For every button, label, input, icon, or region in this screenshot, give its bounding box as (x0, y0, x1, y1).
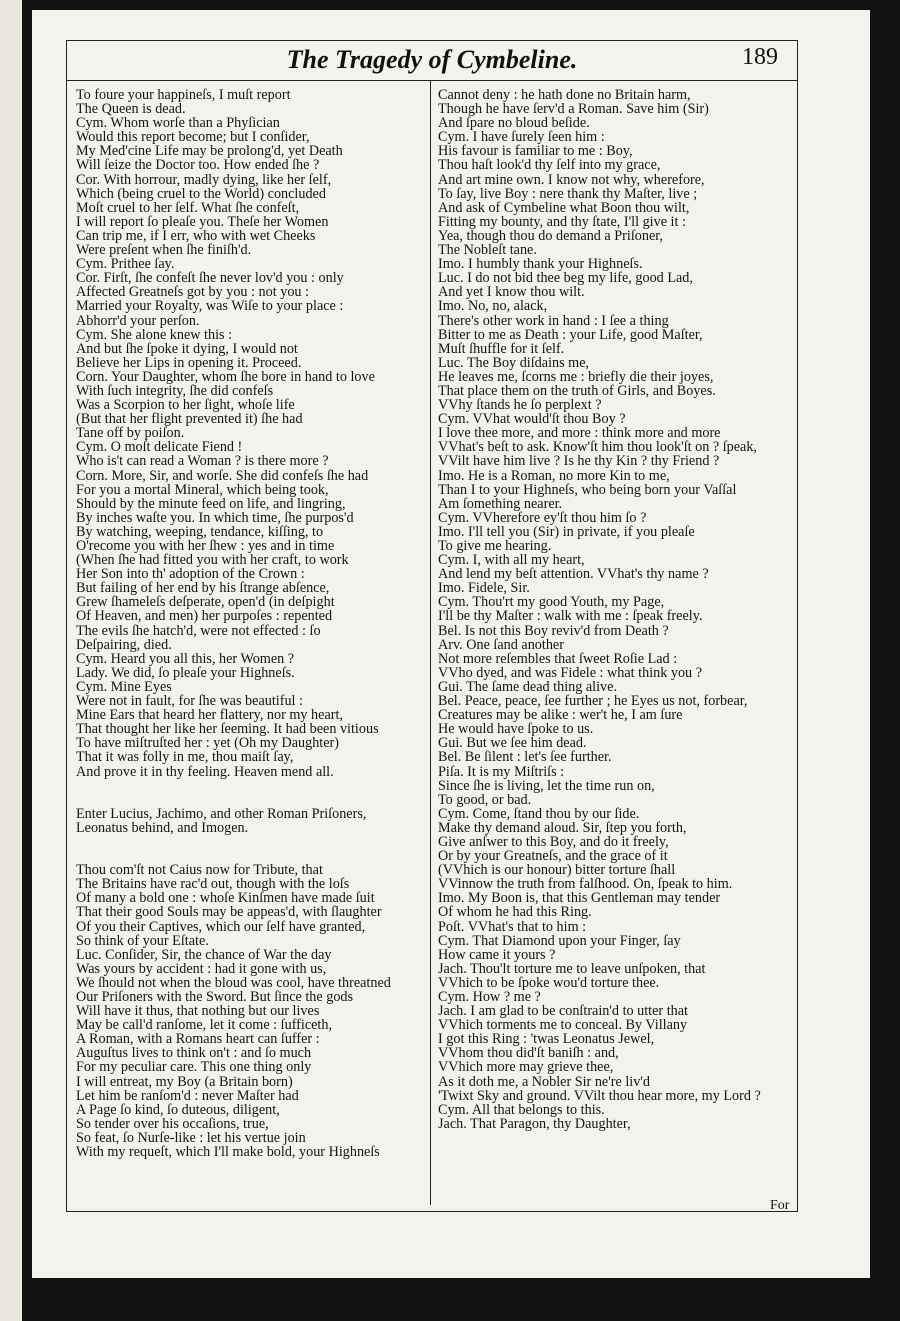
text-line: Luc. Conſider, Sir, the chance of War the day (76, 946, 332, 963)
text-line: Poſt. VVhat's that to him : (438, 918, 587, 935)
text-line: Yea, though thou do demand a Priſoner, (438, 227, 663, 244)
text-line: VVhy ſtands he ſo perplext ? (438, 397, 602, 414)
text-line: For you a mortal Mineral, which being took, (76, 481, 329, 498)
text-line: VVhich torments me to conceal. By Villany (438, 1017, 688, 1034)
text-line: Cym. I, with all my heart, (438, 552, 585, 569)
text-line: Imo. My Boon is, that this Gentleman may tender (438, 890, 721, 907)
text-line: VVhich more may grieve thee, (438, 1059, 614, 1076)
right-text-column (438, 88, 790, 1131)
text-line: So tender over his occaſions, true, (76, 1115, 269, 1132)
text-line: Cym. Whom worſe than a Phyſician (76, 115, 280, 132)
text-line: To foure your happineſs, I muſt report (76, 87, 291, 103)
text-line: Affected Greatneſs got by you : not you : (76, 284, 309, 301)
text-line: Married your Royalty, was Wiſe to your place : (76, 298, 344, 315)
header-rule (66, 80, 798, 81)
text-line: Give anſwer to this Boy, and do it freely, (438, 833, 669, 850)
text-line: Cym. All that belongs to this. (438, 1101, 605, 1118)
text-line: Grew ſhameleſs deſperate, open'd (in deſpight (76, 594, 335, 611)
text-line: That thought her like her ſeeming. It had been vitious (76, 721, 379, 738)
text-line: Cym. Come, ſtand thou by our ſide. (438, 805, 640, 822)
text-line: I got this Ring : 'twas Leonatus Jewel, (438, 1031, 655, 1048)
text-line: Were preſent when ſhe finiſh'd. (76, 242, 252, 259)
text-line: His favour is familiar to me : Boy, (438, 143, 633, 160)
text-line: Her Son into th' adoption of the Crown : (76, 566, 305, 583)
catchword: For (770, 1198, 790, 1213)
text-line: Bel. Peace, peace, ſee further ; he Eyes us not, forbear, (438, 693, 748, 710)
text-line: Creatures may be alike : wer't he, I am ſure (438, 707, 683, 724)
text-line: And prove it in thy feeling. Heaven mend all. (76, 763, 334, 780)
text-line: Cor. With horrour, madly dying, like her ſelf, (76, 171, 332, 188)
text-line: To ſay, live Boy : nere thank thy Maſter, live ; (438, 185, 698, 202)
text-line: How came it yours ? (438, 946, 556, 963)
text-line: A Roman, with a Romans heart can ſuffer : (76, 1031, 320, 1048)
text-line: The Queen is dead. (76, 101, 186, 118)
text-line: Cannot deny : he hath done no Britain harm, (438, 87, 691, 103)
text-line: Corn. More, Sir, and worſe. She did confeſs ſhe had (76, 467, 369, 484)
text-line: Can trip me, if I err, who with wet Cheeks (76, 227, 316, 244)
text-line: Tane off by poiſon. (76, 425, 185, 442)
text-line: Would this report become; but I conſider, (76, 129, 310, 146)
text-line: And lend my beſt attention. VVhat's thy name ? (438, 566, 709, 583)
text-line: Jach. Thou'lt torture me to leave unſpoken, that (438, 960, 706, 977)
text-line: And art mine own. I know not why, wherefore, (438, 171, 705, 188)
text-line: Deſpairing, died. (76, 636, 172, 653)
text-line: I'll be thy Maſter : walk with me : ſpeak freely. (438, 608, 703, 625)
text-line: Believe her Lips in opening it. Proceed. (76, 354, 302, 371)
text-line: (But that her flight prevented it) ſhe had (76, 411, 303, 428)
text-line: There's other work in hand : I ſee a thing (438, 312, 669, 329)
text-line: Imo. I'll tell you (Sir) in private, if you pleaſe (438, 523, 695, 540)
text-line: Of Heaven, and men) her purpoſes : repented (76, 608, 333, 625)
text-line: Let him be ranſom'd : never Maſter had (76, 1087, 299, 1104)
text-line: VVho dyed, and was Fidele : what think you ? (438, 664, 702, 681)
text-line: I love thee more, and more : think more and more (438, 425, 721, 442)
text-line: (VVhich is our honour) bitter torture ſhall (438, 862, 676, 879)
text-line: He leaves me, ſcorns me : briefly die their joyes, (438, 368, 714, 385)
text-line: Should by the minute feed on life, and lingring, (76, 495, 346, 512)
text-line: For my peculiar care. This one thing only (76, 1059, 312, 1076)
text-line: Were not in fault, for ſhe was beautiful : (76, 693, 303, 710)
text-line: Bitter to me as Death : your Life, good Maſter, (438, 326, 703, 343)
text-line: With ſuch integrity, ſhe did confeſs (76, 382, 274, 399)
text-line: Though he have ſerv'd a Roman. Save him (Sir) (438, 101, 709, 118)
text-line: Was a Scorpion to her ſight, whoſe life (76, 397, 295, 414)
text-line: Jach. That Paragon, thy Daughter, (438, 1115, 631, 1132)
column-divider (430, 81, 431, 1205)
page-number: 189 (742, 44, 778, 70)
text-line: Am ſomething nearer. (438, 495, 563, 512)
text-line: The Britains have rac'd out, though with the loſs (76, 876, 350, 893)
text-line: Of you their Captives, which our ſelf have granted, (76, 918, 366, 935)
text-line: Abhorr'd your perſon. (76, 312, 200, 329)
text-line: Luc. I do not bid thee beg my life, good Lad, (438, 270, 693, 287)
text-line: Fitting my bounty, and thy ſtate, I'll give it : (438, 213, 686, 230)
text-line: Moſt cruel to her ſelf. What ſhe confeſt, (76, 199, 300, 216)
text-line (76, 793, 426, 807)
text-line: And yet I know thou wilt. (438, 284, 585, 301)
text-line: O'recome you with her ſhew : yes and in time (76, 538, 335, 554)
text-line: That their good Souls may be appeas'd, with ſlaughter (76, 904, 382, 921)
text-line: Thou com'ſt not Caius now for Tribute, that (76, 862, 323, 879)
text-line: To give me hearing. (438, 538, 552, 554)
text-line: Bel. Is not this Boy reviv'd from Death ? (438, 622, 669, 639)
left-text-column (76, 88, 426, 1159)
text-line: The evils ſhe hatch'd, were not effected : ſo (76, 622, 321, 639)
text-line: Cym. How ? me ? (438, 989, 541, 1005)
text-line: Leonatus behind, and Imogen. (76, 819, 249, 836)
text-line: That it was folly in me, thou maiſt ſay, (76, 749, 294, 766)
facing-page-edge (0, 0, 22, 1321)
text-line: I will entreat, my Boy (a Britain born) (76, 1073, 293, 1090)
text-line: The Nobleſt tane. (438, 242, 537, 259)
text-line: VVilt have him live ? Is he thy Kin ? thy Friend ? (438, 453, 720, 470)
text-line: Who is't can read a Woman ? is there more ? (76, 453, 329, 470)
text-line: Enter Lucius, Jachimo, and other Roman Priſoners, (76, 805, 367, 822)
text-line: May be call'd ranſome, let it come : ſufficeth, (76, 1017, 333, 1034)
text-line: Was yours by accident : had it gone with us, (76, 960, 327, 977)
text-line: Or by your Greatneſs, and the grace of it (438, 848, 668, 865)
text-line: Cym. That Diamond upon your Finger, ſay (438, 932, 681, 949)
text-line: (When ſhe had fitted you with her craft, to work (76, 552, 349, 569)
text-line: VVhat's beſt to ask. Know'ſt him thou look'ſt on ? ſpeak, (438, 439, 757, 456)
text-line: Will have it thus, that nothing but our lives (76, 1003, 320, 1020)
text-line (76, 779, 426, 793)
text-line: Jach. I am glad to be conſtrain'd to utter that (438, 1003, 688, 1020)
text-line: So think of your Eſtate. (76, 932, 209, 949)
text-line: Cym. She alone knew this : (76, 326, 233, 343)
text-line: Of many a bold one : whoſe Kinſmen have made ſuit (76, 890, 375, 907)
text-line: He would have ſpoke to us. (438, 721, 594, 738)
text-line: Cym. I have ſurely ſeen him : (438, 129, 605, 146)
text-line: Piſa. It is my Miſtriſs : (438, 763, 565, 780)
text-line: With my requeſt, which I'll make bold, your Highneſs (76, 1144, 380, 1161)
text-line: Cym. O moſt delicate Fiend ! (76, 439, 243, 456)
text-line: But failing of her end by his ſtrange abſence, (76, 580, 330, 597)
text-line: Of whom he had this Ring. (438, 904, 592, 921)
text-line: VVhom thou did'ſt baniſh : and, (438, 1045, 619, 1062)
text-line: VVhich to be ſpoke wou'd torture thee. (438, 974, 660, 991)
text-line: By watching, weeping, tendance, kiſſing, to (76, 523, 324, 540)
text-line: And ſpare no bloud beſide. (438, 115, 590, 132)
text-line: Not more reſembles that ſweet Roſie Lad : (438, 650, 678, 667)
text-line: A Page ſo kind, ſo duteous, diligent, (76, 1101, 280, 1118)
running-title: The Tragedy of Cymbeline. (286, 45, 578, 74)
text-line (76, 849, 426, 863)
text-line: Bel. Be ſilent : let's ſee further. (438, 749, 612, 766)
text-line: 'Twixt Sky and ground. VVilt thou hear more, my Lord ? (438, 1087, 761, 1104)
text-line: To good, or bad. (438, 791, 532, 808)
text-line: Which (being cruel to the World) concluded (76, 185, 326, 202)
text-line: Since ſhe is living, let the time run on, (438, 777, 655, 794)
text-line: Cym. VVherefore ey'ſt thou him ſo ? (438, 509, 647, 526)
text-line: Thou haſt look'd thy ſelf into my grace, (438, 157, 661, 174)
text-line: So feat, ſo Nurſe-like : let his vertue join (76, 1129, 306, 1146)
text-line (76, 835, 426, 849)
text-line: Cym. Mine Eyes (76, 678, 172, 695)
text-line: Lady. We did, ſo pleaſe your Highneſs. (76, 664, 295, 681)
text-line: VVinnow the truth from falſhood. On, ſpeak to him. (438, 876, 733, 893)
text-line: To have miſtruſted her : yet (Oh my Daughter) (76, 735, 339, 752)
text-line: Make thy demand aloud. Sir, ſtep you forth, (438, 819, 687, 836)
text-line: Than I to your Highneſs, who being born your Vaſſal (438, 481, 737, 498)
text-line: Cym. Thou'rt my good Youth, my Page, (438, 594, 665, 611)
text-line: Cor. Firſt, ſhe confeſt ſhe never lov'd you : only (76, 270, 344, 287)
text-line: Gui. But we ſee him dead. (438, 735, 587, 752)
text-line: Cym. VVhat would'ſt thou Boy ? (438, 411, 626, 428)
text-line: Imo. No, no, alack, (438, 298, 548, 315)
text-line: Muſt ſhuffle for it ſelf. (438, 340, 565, 357)
text-line: And but ſhe ſpoke it dying, I would not (76, 340, 298, 357)
text-line: That place them on the truth of Girls, and Boyes. (438, 382, 716, 399)
text-line: By inches waſte you. In which time, ſhe purpos'd (76, 509, 354, 526)
text-line: Arv. One ſand another (438, 636, 564, 653)
text-line: Gui. The ſame dead thing alive. (438, 678, 617, 695)
text-line: Will ſeize the Doctor too. How ended ſhe ? (76, 157, 320, 174)
text-line: My Med'cine Life may be prolong'd, yet Death (76, 143, 343, 160)
text-line: And ask of Cymbeline what Boon thou wilt, (438, 199, 690, 216)
text-line: Cym. Prithee ſay. (76, 256, 175, 273)
text-line: Cym. Heard you all this, her Women ? (76, 650, 295, 667)
text-line: Mine Ears that heard her flattery, nor my heart, (76, 707, 343, 724)
text-line: We ſhould not when the bloud was cool, have threatned (76, 974, 391, 991)
text-line: Luc. The Boy diſdains me, (438, 354, 590, 371)
text-line: As it doth me, a Nobler Sir ne're liv'd (438, 1073, 650, 1090)
text-line: I will report ſo pleaſe you. Theſe her Women (76, 213, 329, 230)
text-line: Auguſtus lives to think on't : and ſo much (76, 1045, 312, 1062)
text-line: Our Priſoners with the Sword. But ſince the gods (76, 989, 354, 1005)
text-line: Imo. Fidele, Sir. (438, 580, 530, 597)
text-line: Imo. He is a Roman, no more Kin to me, (438, 467, 670, 484)
text-line: Corn. Your Daughter, whom ſhe bore in hand to love (76, 368, 375, 385)
text-line: Imo. I humbly thank your Highneſs. (438, 256, 643, 273)
